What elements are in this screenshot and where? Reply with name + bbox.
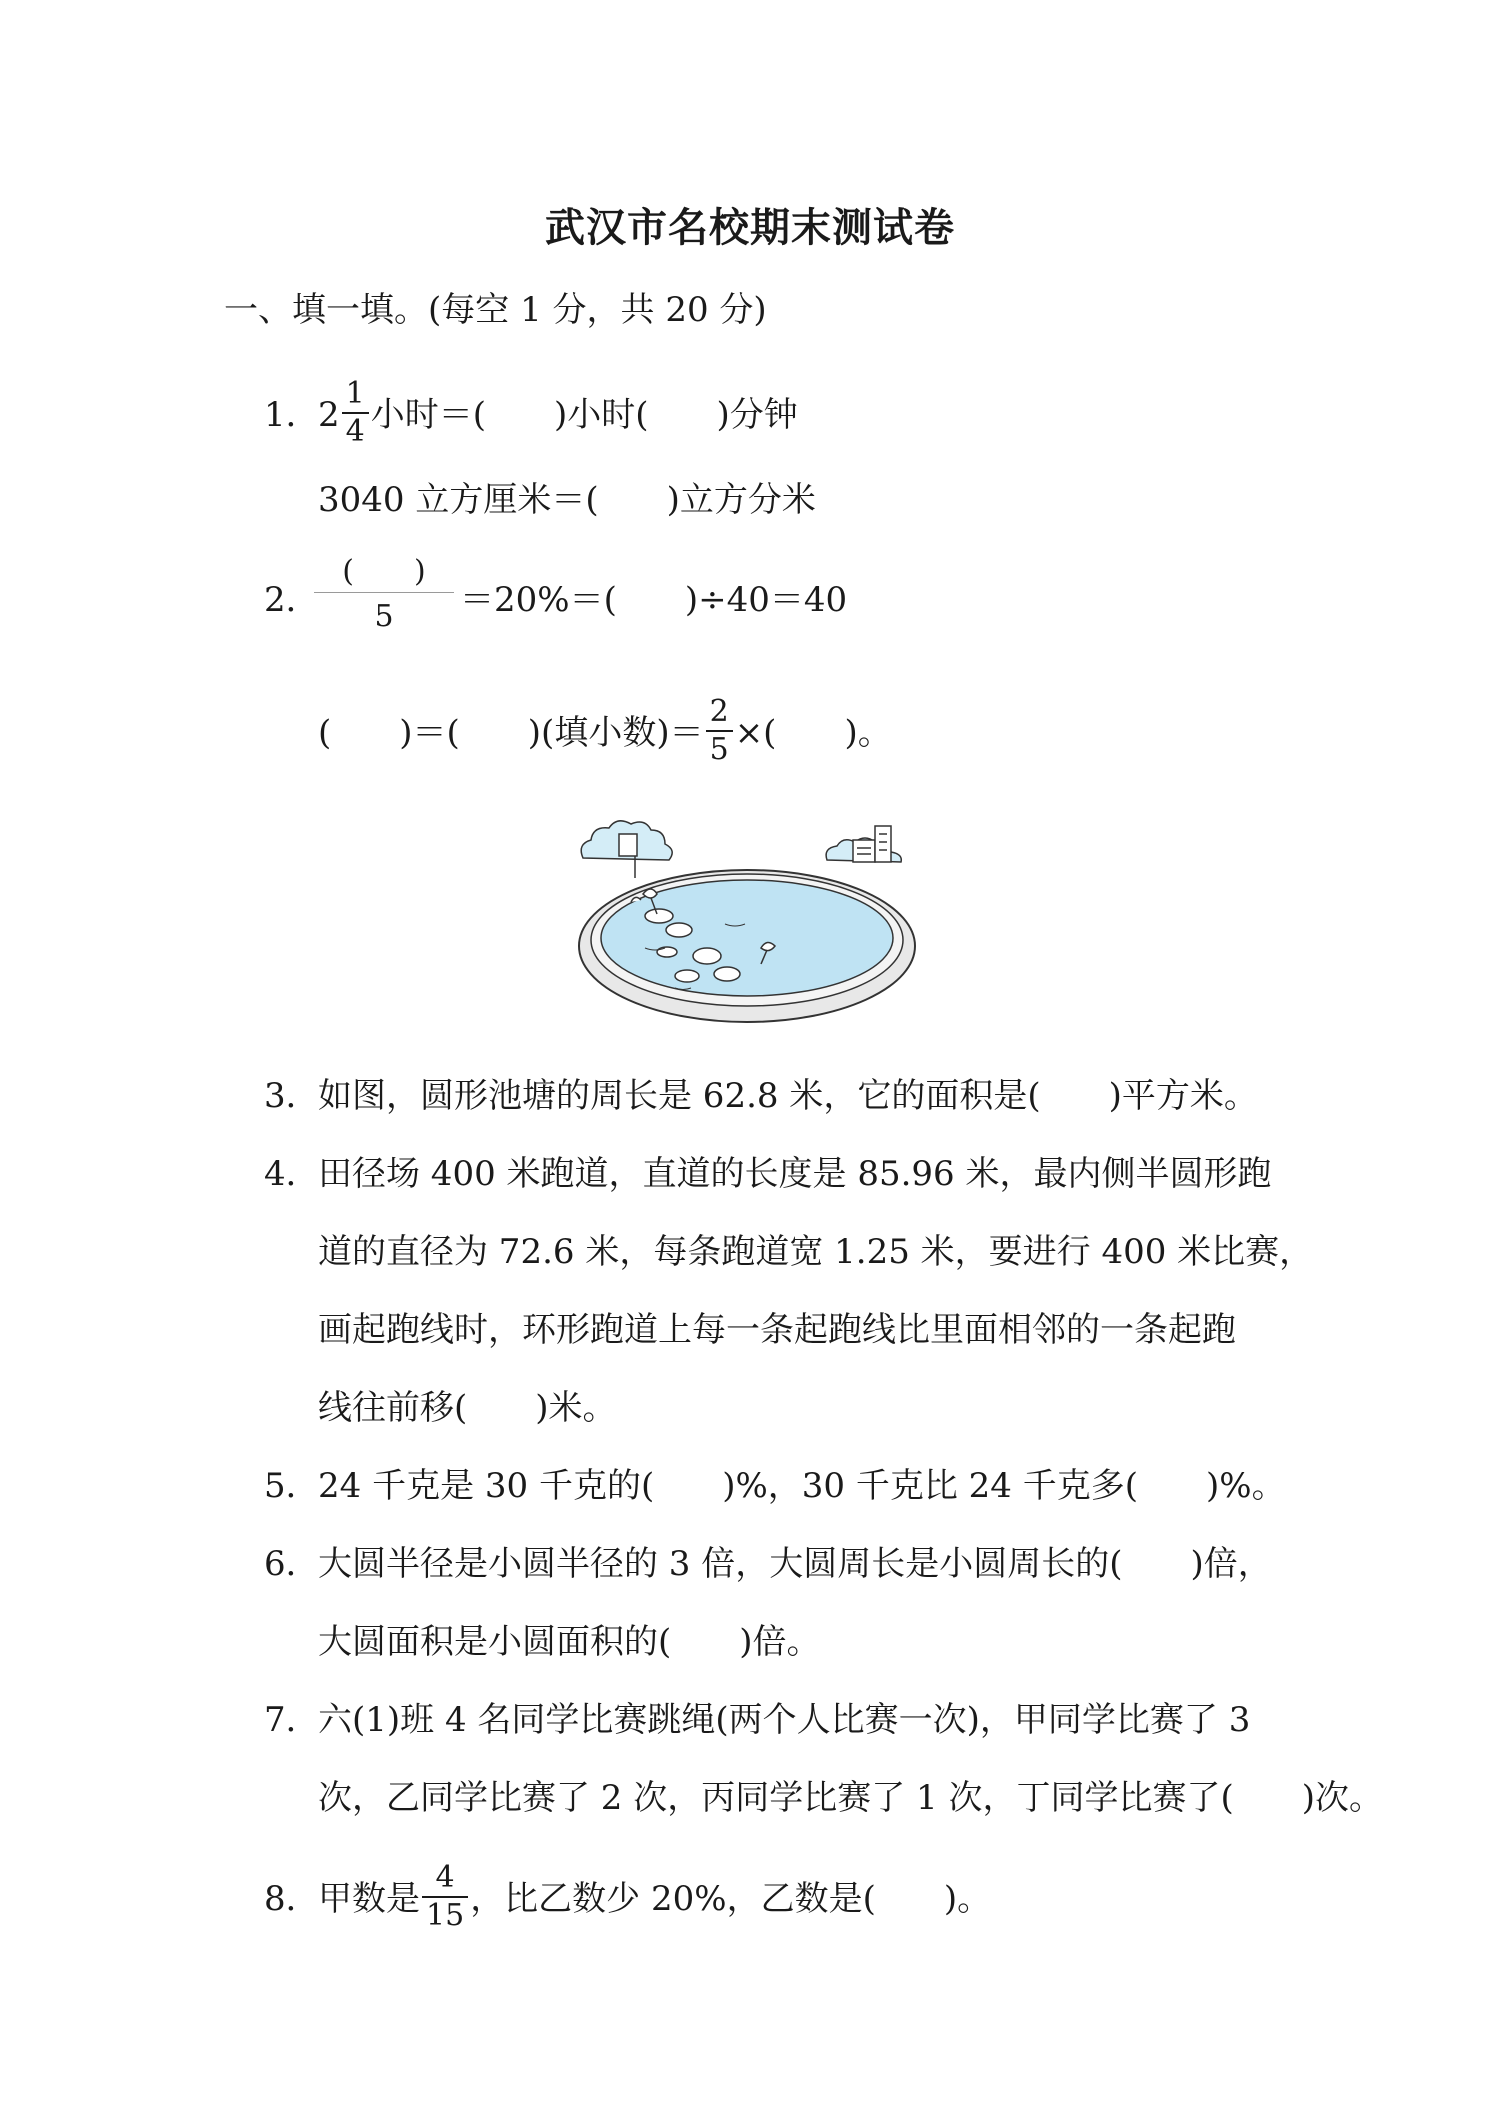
fraction (422, 1860, 468, 1934)
fraction-denominator: 4 (345, 414, 365, 449)
question-text: 大圆半径是小圆半径的 3 倍，大圆周长是小圆周长的( )倍， (318, 1544, 1272, 1584)
page-title: 武汉市名校期末测试卷 (545, 205, 955, 251)
question-3 (264, 1074, 1258, 1118)
question-text: 甲数是 (318, 1879, 420, 1919)
question-text: ( )＝( )(填小数)＝ (318, 713, 704, 753)
question-7-line-2: 次，乙同学比赛了 2 次，丙同学比赛了 1 次，丁同学比赛了( )次。 (318, 1778, 1384, 1818)
question-4-line-3: 画起跑线时，环形跑道上每一条起跑线比里面相邻的一条起跑 (318, 1310, 1236, 1350)
question-number: 1． (264, 395, 320, 435)
fraction-numerator: 4 (422, 1860, 468, 1898)
pond-illustration (575, 798, 920, 1028)
question-1-line-2: 3040 立方厘米＝( )立方分米 (318, 480, 816, 520)
fraction-numerator: ( ) (314, 552, 454, 593)
tree-cluster-right (826, 826, 901, 862)
fraction (706, 694, 733, 768)
question-text: 如图，圆形池塘的周长是 62.8 米，它的面积是( )平方米。 (318, 1076, 1258, 1116)
fraction-numerator: 1 (342, 376, 369, 414)
fraction-denominator: 15 (426, 1898, 465, 1933)
question-text: 24 千克是 30 千克的( )%，30 千克比 24 千克多( )%。 (318, 1466, 1286, 1506)
question-8 (264, 1860, 992, 1933)
question-2-line-2 (318, 694, 892, 767)
question-text: ×( )。 (734, 713, 892, 753)
question-number: 4． (264, 1154, 320, 1194)
fraction-denominator: 5 (374, 599, 394, 634)
question-1 (264, 376, 798, 449)
question-7 (264, 1698, 1250, 1742)
question-number: 5． (264, 1466, 320, 1506)
question-text: ，比乙数少 20%，乙数是( )。 (470, 1879, 992, 1919)
question-number: 6． (264, 1544, 320, 1584)
question-text: 小时＝( )小时( )分钟 (370, 395, 798, 435)
question-4 (264, 1152, 1271, 1196)
question-6 (264, 1542, 1272, 1586)
section-heading: 一、填一填。(每空 1 分，共 20 分) (224, 290, 767, 330)
mixed-number-int: 2 (318, 395, 340, 435)
question-4-line-4: 线往前移( )米。 (318, 1388, 617, 1428)
tree-cluster-left (581, 821, 672, 878)
fraction-denominator: 5 (709, 732, 729, 767)
question-text: 六(1)班 4 名同学比赛跳绳(两个人比赛一次)，甲同学比赛了 3 (318, 1700, 1251, 1740)
question-number: 7． (264, 1700, 320, 1740)
question-2-text: ＝20%＝( )÷40＝40 (460, 580, 848, 620)
question-2-number: 2． (264, 580, 320, 620)
fraction-numerator: 2 (706, 694, 733, 732)
question-4-line-2: 道的直径为 72.6 米，每条跑道宽 1.25 米，要进行 400 米比赛， (318, 1232, 1314, 1272)
fraction (342, 376, 369, 450)
question-6-line-2: 大圆面积是小圆面积的( )倍。 (318, 1622, 821, 1662)
question-number: 8． (264, 1879, 320, 1919)
fraction-blank (314, 552, 454, 637)
pond-water (601, 880, 893, 996)
question-number: 3． (264, 1076, 320, 1116)
question-5 (264, 1464, 1286, 1508)
question-text: 田径场 400 米跑道，直道的长度是 85.96 米，最内侧半圆形跑 (318, 1154, 1272, 1194)
